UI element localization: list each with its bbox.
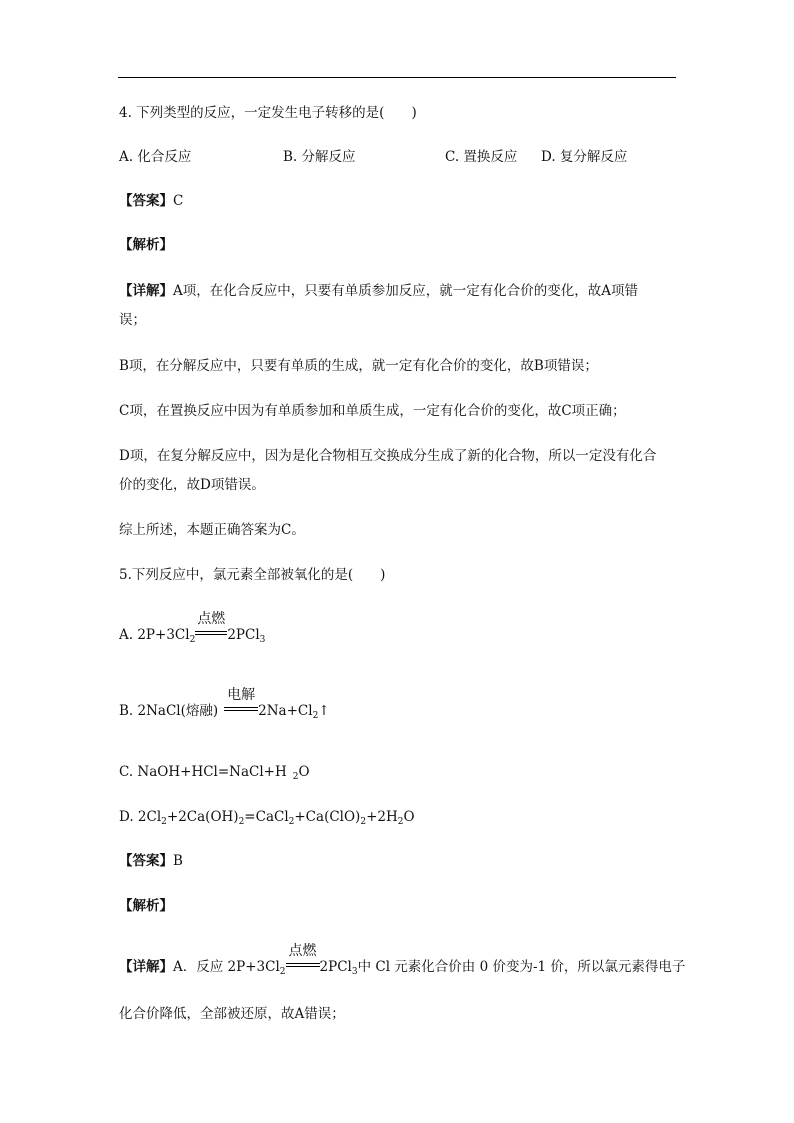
q5-detail-a-line2: 化合价降低，全部被还原，故A错误；: [119, 1006, 345, 1022]
q4-detail-d-line2: 价的变化，故D项错误。: [119, 477, 265, 493]
q4-detail-b: B项，在分解反应中，只要有单质的生成，就一定有化合价的变化，故B项错误；: [119, 358, 598, 374]
q5-answer-line: [119, 852, 183, 870]
q4-summary: 综上所述，本题正确答案为C。: [119, 522, 305, 538]
reaction-arrow: [286, 943, 320, 976]
reaction-arrow: [195, 611, 227, 644]
q4-option-a: A. 化合反应: [119, 149, 192, 165]
q4-analysis-label: 【解析】: [119, 237, 173, 253]
q5-answer: B: [173, 853, 183, 869]
q4-detail-d-line1: D项，在复分解反应中，因为是化合物相互交换成分生成了新的化合物，所以一定没有化合: [119, 448, 657, 464]
q4-option-d: D. 复分解反应: [541, 149, 628, 165]
q5-detail-a-line1: 【详解】A．反应 $2P+3Cl_2$ 点燃 2PCl$_3$中 Cl 元素化合价由 0 价变为-1 价，所以氯元素得电子: [119, 943, 686, 977]
double-line: [195, 631, 227, 635]
double-line: [286, 963, 320, 967]
q4-detail-a-line2: 误；: [119, 312, 146, 328]
q5-option-d: D. $2Cl_2+2Ca(OH)_2=CaCl_2+Ca(ClO)_2+2H_2O$: [119, 809, 415, 827]
answer-label: 【答案】: [119, 853, 173, 869]
answer-label: 【答案】: [119, 193, 173, 209]
q4-answer: C: [173, 193, 184, 209]
q4-option-c: C. 置换反应: [445, 149, 518, 165]
q4-detail-a-line1: [119, 282, 638, 300]
condition-label: 点燃: [288, 943, 317, 959]
q4-answer-line: [119, 192, 183, 210]
q4-stem: 4. 下列类型的反应，一定发生电子转移的是( ): [119, 105, 417, 121]
double-line: [224, 707, 258, 711]
q5-option-b: B. 2NaCl(熔融) 电解 $2Na+Cl_2↑$: [119, 687, 330, 721]
condition-label: 电解: [227, 687, 256, 703]
q5-stem: 5.下列反应中，氯元素全部被氧化的是( ): [119, 567, 386, 583]
detail-label: 【详解】: [119, 959, 173, 975]
q4-detail-a-text: A项，在化合反应中，只要有单质参加反应，就一定有化合价的变化，故A项错: [173, 283, 638, 299]
q5-analysis-label: 【解析】: [119, 898, 173, 914]
q4-option-b: B. 分解反应: [283, 149, 356, 165]
q5-option-a: A. $2P+3Cl_2$ 点燃 2PCl$_3$: [119, 611, 266, 645]
q5-option-c: C. NaOH+HCl=NaCl+H $_2$O: [119, 764, 310, 782]
header-rule: [118, 77, 676, 78]
detail-label: 【详解】: [119, 283, 173, 299]
reaction-arrow: [224, 687, 258, 720]
q4-detail-c: C项，在置换反应中因为有单质参加和单质生成，一定有化合价的变化，故C项正确；: [119, 403, 626, 419]
condition-label: 点燃: [197, 611, 226, 627]
